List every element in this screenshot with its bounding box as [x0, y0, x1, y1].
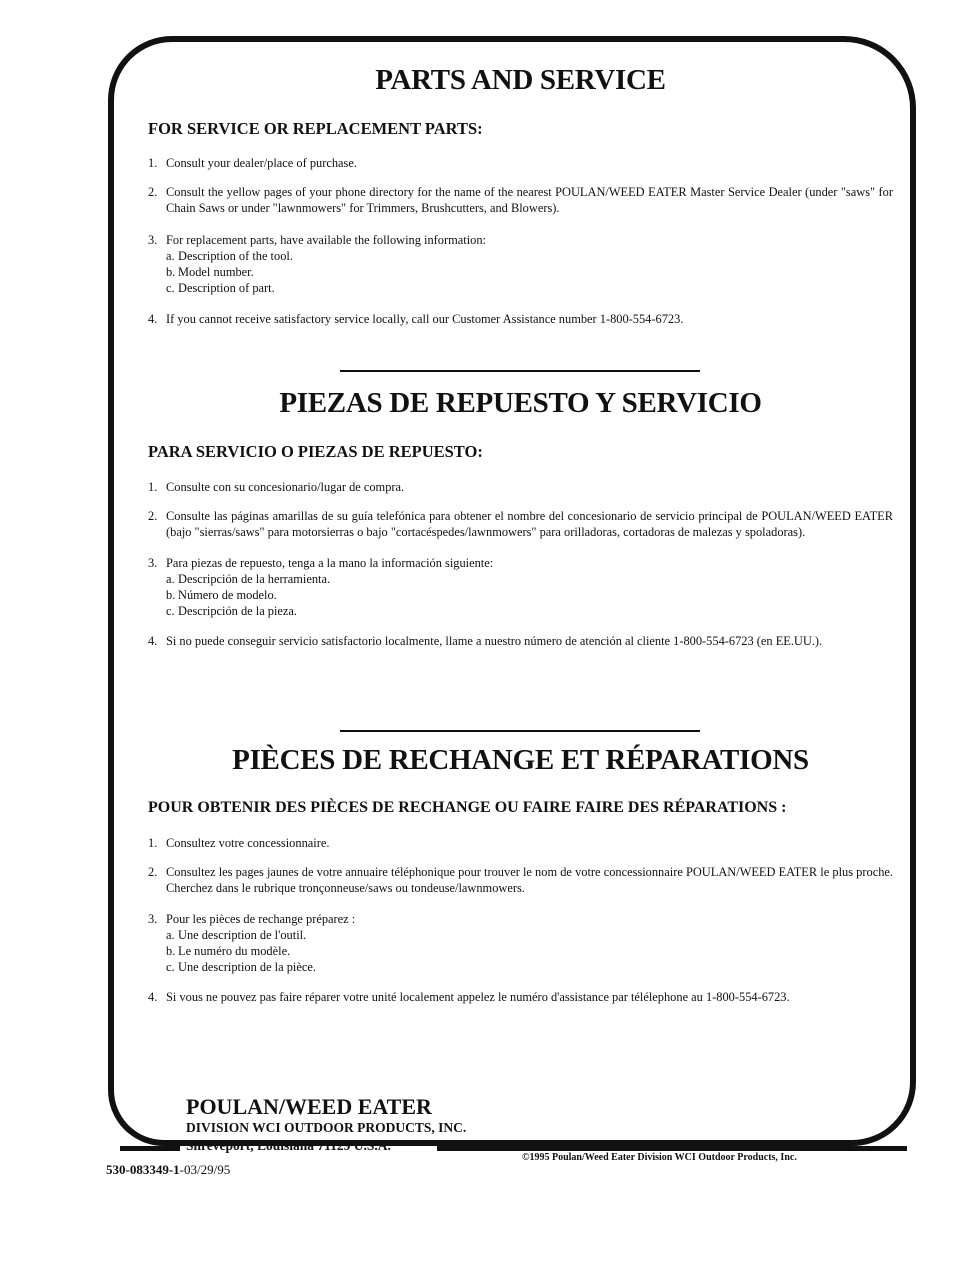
section-subtitle: FOR SERVICE OR REPLACEMENT PARTS: [148, 119, 483, 138]
part-number: 530-083349-1-03/29/95 [106, 1162, 231, 1177]
list-item: 3. Para piezas de repuesto, tenga a la mano la información siguiente: a. Descripción de la herramienta. b. Número de modelo. c. Descripción de la pieza. [148, 555, 893, 619]
section-title: PIEZAS DE REPUESTO Y SERVICIO [279, 387, 762, 419]
sub-item: b. Número de modelo. [166, 588, 277, 602]
brand-division: DIVISION WCI OUTDOOR PRODUCTS, INC. [186, 1120, 467, 1135]
list-item: 4. Si no puede conseguir servicio satisfactorio localmente, llame a nuestro número de atención al cliente 1-800-554-6723 (en EE.UU.). [148, 634, 823, 648]
list-item: 2. Consultez les pages jaunes de votre annuaire téléphonique pour trouver le nom de votre concessionnaire POULAN/WEED EATER le plus proche. Cherchez dans le rubrique tronçonneuse/saws ou tondeuse/lawnmowers. [148, 865, 893, 895]
sub-item: a. Description of the tool. [166, 249, 293, 263]
list-item: 1. Consult your dealer/place of purchase. [148, 156, 357, 170]
section-title: PIÈCES DE RECHANGE ET RÉPARATIONS [232, 744, 809, 776]
list-item: 3. Pour les pièces de rechange préparez : a. Une description de l'outil. b. Le numéro du modèle. c. Une description de la pièce. [148, 911, 893, 975]
section-title: PARTS AND SERVICE [375, 64, 666, 96]
brand-block [186, 1095, 466, 1155]
section-english [148, 64, 893, 327]
section-subtitle: POUR OBTENIR DES PIÈCES DE RECHANGE OU FAIRE FAIRE DES RÉPARATIONS : [148, 799, 787, 816]
divider-rule [340, 730, 700, 732]
list-item: 2. Consulte las páginas amarillas de su guía telefónica para obtener el nombre del concesionario de servicio principal de POULAN/WEED EATER (bajo "sierras/saws" para motorsierras o bajo "cortacéspedes/lawnmowers" para orilladoras, cortadoras de malezas y spoladoras). [148, 509, 893, 539]
sub-item: a. Descripción de la herramienta. [166, 572, 331, 586]
sub-item: c. Descripción de la pieza. [166, 604, 298, 618]
list-item: 1. Consulte con su concesionario/lugar de compra. [148, 480, 405, 494]
sub-item: c. Description of part. [166, 281, 275, 295]
list-item: 2. Consult the yellow pages of your phone directory for the name of the nearest POULAN/WEED EATER Master Service Dealer (under "saws" for Chain Saws or under "lawnmowers" for Trimmers, Brushcutters, and Blowers). [148, 185, 893, 215]
section-french [148, 744, 893, 1005]
section-spanish [148, 387, 893, 649]
sub-item: c. Une description de la pièce. [166, 960, 316, 974]
bottom-bar-right [437, 1146, 907, 1151]
instruction-list [148, 479, 893, 649]
instruction-list [148, 835, 893, 1005]
bottom-bar-left [120, 1146, 180, 1151]
list-item: 1. Consultez votre concessionnaire. [148, 836, 330, 850]
instruction-list [148, 155, 893, 327]
divider-rule [340, 370, 700, 372]
sub-item: b. Le numéro du modèle. [166, 944, 291, 958]
section-subtitle: PARA SERVICIO O PIEZAS DE REPUESTO: [148, 442, 483, 461]
list-item: 3. For replacement parts, have available the following information: a. Description of the tool. b. Model number. c. Description of part. [148, 232, 893, 296]
sub-item: a. Une description de l'outil. [166, 928, 307, 942]
list-item: 4. If you cannot receive satisfactory service locally, call our Customer Assistance number 1-800-554-6723. [148, 312, 684, 326]
brand-name: POULAN/WEED EATER [186, 1094, 432, 1119]
brand-address: Shreveport, Louisiana 71129 U.S.A. [186, 1138, 391, 1153]
sub-item: b. Model number. [166, 265, 254, 279]
copyright-notice: ©1995 Poulan/Weed Eater Division WCI Outdoor Products, Inc. [522, 1152, 797, 1163]
list-item: 4. Si vous ne pouvez pas faire réparer votre unité localement appelez le numéro d'assistance par télélephone au 1-800-554-6723. [148, 990, 790, 1004]
